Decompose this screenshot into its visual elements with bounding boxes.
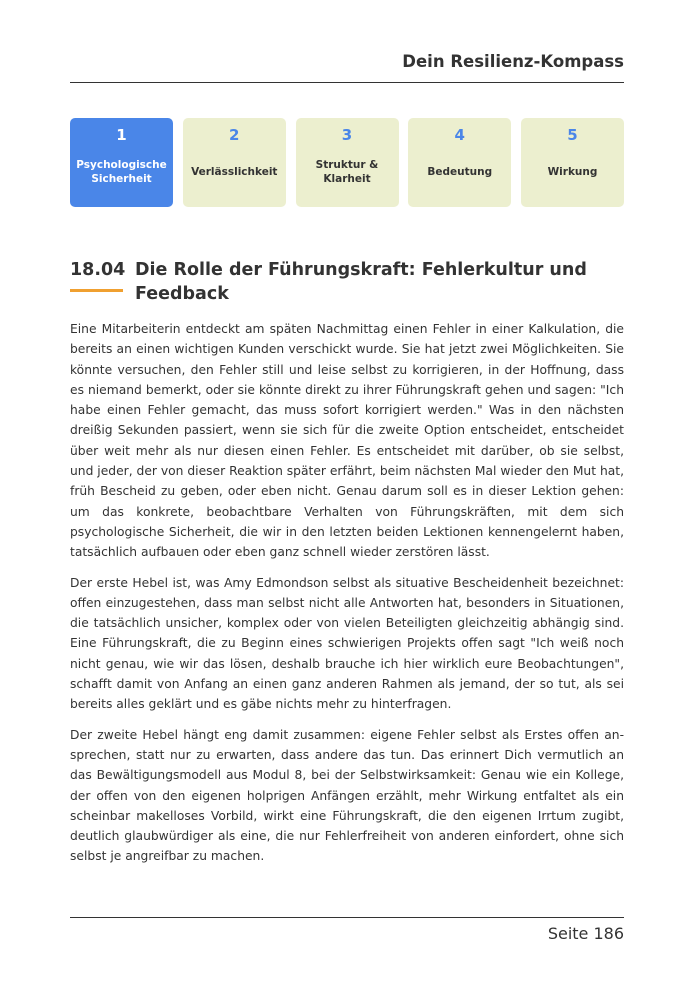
step-number: 5 (567, 126, 578, 144)
step-3-struktur-klarheit[interactable] (296, 118, 399, 207)
step-label: Psychologische Sicherheit (76, 159, 167, 185)
document-title: Dein Resilienz-Kompass (402, 52, 624, 71)
section-accent-underline (70, 289, 123, 292)
step-number: 4 (454, 126, 465, 144)
step-2-verlaesslichkeit[interactable] (183, 118, 286, 207)
step-number: 2 (229, 126, 240, 144)
section-number: 18.04 (70, 260, 126, 280)
module-stepper (70, 118, 624, 207)
page-header (70, 50, 624, 83)
page-number: Seite 186 (547, 924, 624, 943)
page-footer (70, 917, 624, 943)
step-label: Struktur & Klarheit (315, 159, 379, 185)
step-label: Wirkung (547, 166, 598, 178)
step-number: 3 (341, 126, 353, 144)
step-label: Bedeutung (427, 166, 493, 178)
step-1-psychologische-sicherheit[interactable] (70, 118, 173, 207)
step-number: 1 (116, 126, 127, 144)
paragraph: Der zweite Hebel hängt eng damit zusammen: eigene Fehler selbst als Erstes offen ansprechen, statt nur zu erwarten, dass andere das tun. Das erinnert Dich vermutlich an das Bewältigungsmodell aus Modul 8, bei der Selbstwirksamkeit: Genau wie ein Kollege, der offen von den eigenen holprigen Anfängen erzählt, mehr Wirkung entfaltet als ein scheinbar makelloses Vorbild, wirkt eine Führungskraft, die den eigenen Irrtum zugibt, deutlich glaubwürdiger als eine, die nur Fehlerfreiheit von anderen einfordert, ohne sich selbst je angreifbar zu machen. (70, 727, 624, 864)
step-5-wirkung[interactable] (521, 118, 624, 207)
step-label: Verlässlichkeit (191, 166, 278, 178)
paragraph: Der erste Hebel ist, was Amy Edmondson selbst als situative Bescheidenheit bezeichnet: offen einzugestehen, dass man selbst nicht alle Antworten hat, besonders in Situationen, die tatsächlich unsicher, komplex oder von vielen Beteiligten gleichzeitig abhängig sind. Eine Führungskraft, die zu Beginn eines schwierigen Projekts offen sagt "Ich weiß noch nicht genau, wie wir das lösen, deshalb brauche ich hier wirklich eure Beobachtungen", schafft damit von Anfang an einen ganz anderen Rahmen als jemand, der so tut, als sei bereits alles geklärt und es gäbe nichts mehr zu hinterfragen. (70, 575, 624, 712)
paragraph: Eine Mitarbeiterin entdeckt am späten Nachmittag einen Fehler in einer Kalkulation, die bereits an einen wichtigen Kunden verschickt wurde. Sie hat jetzt zwei Möglichkeiten. Sie könnte versuchen, den Fehler still und leise selbst zu korrigieren, in der Hoffnung, dass es niemand bemerkt, oder sie könnte direkt zu ihrer Führungskraft gehen und sagen: "Ich habe einen Fehler gemacht, das muss sofort korrigiert werden." Was in den nächsten dreißig Sekunden passiert, wenn sie sich für die zweite Option entscheidet, entscheidet über weit mehr als nur diesen einen Fehler. Es entscheidet mit darüber, ob sie selbst, und jeder, der von dieser Reaktion später erfährt, beim nächsten Mal wieder den Mut hat, früh Bescheid zu geben, oder eben nicht. Genau darum soll es in dieser Lektion gehen: um das konkrete, beobachtbare Verhalten von Führungskräften, mit dem sich psychologische Sicherheit, die wir in den letzten beiden Lektionen kennengelernt haben, tatsächlich aufbauen oder eben ganz schnell wieder zerstören lässt. (70, 322, 625, 560)
lesson-body (70, 319, 624, 877)
section-title: Die Rolle der Führungskraft: Fehlerkultur und Feedback (135, 260, 587, 304)
step-4-bedeutung[interactable] (408, 118, 511, 207)
